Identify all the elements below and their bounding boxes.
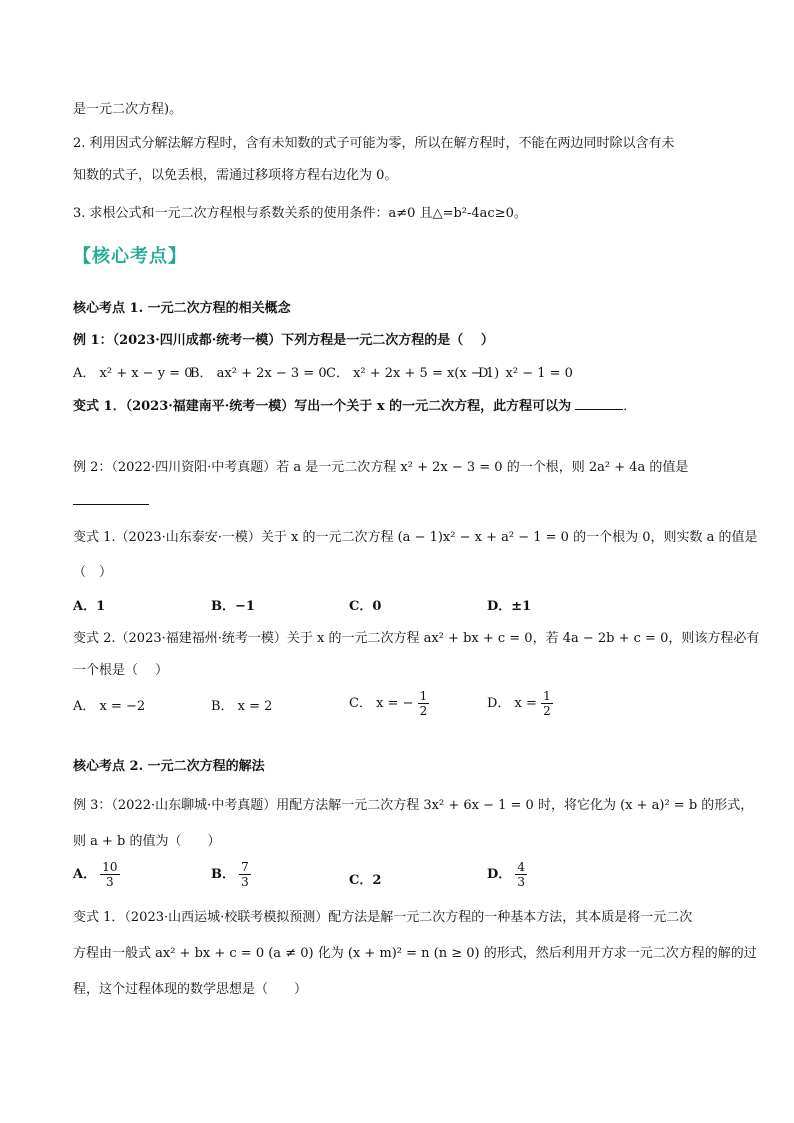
answer-blank [575, 397, 623, 410]
variant-3-line-1: 变式 1．（2023·山西运城·校联考模拟预测）配方法是解一元二次方程的一种基本方法，其本质是将一元二次 [73, 910, 693, 925]
variant-1b-option-a: A．1 [73, 599, 106, 614]
section-heading: 【核心考点】 [73, 246, 187, 267]
example-3-option-b: B． $\frac{7}{3}$ [211, 860, 249, 889]
variant-2-line-2: 一个根是（ ） [73, 663, 169, 678]
example-1-option-b: B． ax² + 2x − 3 = 0 [190, 366, 327, 381]
example-3-option-a: A． $\frac{10}{3}$ [73, 860, 118, 889]
variant-2-option-c [349, 689, 429, 718]
variant-2-option-d-label: D． x = [487, 696, 537, 711]
example-1-option-d: D． x² − 1 = 0 [478, 366, 573, 381]
variant-1b-option-b: B．−1 [211, 599, 255, 614]
answer-blank [73, 492, 149, 505]
example-3-line-2: 则 a + b 的值为（ ） [73, 834, 221, 849]
variant-1b-option-d: D．±1 [487, 599, 532, 614]
variant-2-option-b: B． x = 2 [211, 699, 273, 714]
paragraph-3: 3. 求根公式和一元二次方程根与系数关系的使用条件：a≠0 且△=b²-4ac≥0。 [73, 206, 527, 221]
fraction: $\frac{4}{3}$ [517, 860, 526, 889]
variant-2-option-a: A． x = −2 [73, 699, 146, 714]
core-point-1-title: 核心考点 1. 一元二次方程的相关概念 [73, 301, 291, 316]
variant-3-line-2: 方程由一般式 ax² + bx + c = 0 (a ≠ 0) 化为 (x + m)² = n (n ≥ 0) 的形式，然后利用开方求一元二次方程的解的过 [73, 946, 757, 961]
variant-3-line-3: 程，这个过程体现的数学思想是（ ） [73, 982, 308, 997]
example-3-option-d: D． $\frac{4}{3}$ [487, 860, 526, 889]
variant-1-stem: 变式 1．（2023·福建南平·统考一模）写出一个关于 x 的一元二次方程，此方程可以为 ． [73, 399, 637, 414]
paragraph-2-line-1: 2. 利用因式分解法解方程时，含有未知数的式子可能为零，所以在解方程时，不能在两边同时除以含有未 [73, 136, 675, 151]
fraction: $\frac{10}{3}$ [102, 860, 118, 889]
variant-2-option-d [487, 689, 553, 718]
variant-1b-line-1: 变式 1.（2023·山东泰安·一模）关于 x 的一元二次方程 (a − 1)x² − x + a² − 1 = 0 的一个根为 0，则实数 a 的值是 [73, 530, 758, 545]
core-point-2-title: 核心考点 2. 一元二次方程的解法 [73, 759, 265, 774]
example-3-line-1: 例 3：（2022·山东聊城·中考真题）用配方法解一元二次方程 3x² + 6x − 1 = 0 时，将它化为 (x + a)² = b 的形式， [73, 798, 754, 813]
example-3-option-c: C．2 [349, 873, 382, 888]
fraction: $\frac{7}{3}$ [241, 860, 249, 889]
fraction: $\frac{1}{2}$ [543, 689, 551, 718]
example-2-line-1: 例 2：（2022·四川资阳·中考真题）若 a 是一元二次方程 x² + 2x − 3 = 0 的一个根，则 2a² + 4a 的值是 [73, 460, 689, 475]
fraction: $\frac{1}{2}$ [419, 689, 428, 718]
variant-2-option-c-label: C． x = − [349, 696, 414, 711]
variant-1-stem-text: 变式 1．（2023·福建南平·统考一模）写出一个关于 x 的一元二次方程，此方程可以为 [73, 399, 572, 414]
variant-2-line-1: 变式 2.（2023·福建福州·统考一模）关于 x 的一元二次方程 ax² + bx + c = 0，若 4a − 2b + c = 0，则该方程必有 [73, 631, 760, 646]
paragraph-intro-end: 是一元二次方程)。 [73, 102, 183, 117]
variant-1b-option-c: C．0 [349, 599, 382, 614]
example-1-stem: 例 1：（2023·四川成都·统考一模）下列方程是一元二次方程的是（ ） [73, 333, 494, 348]
example-2-answer-blank-line [73, 492, 149, 511]
variant-1b-line-2: （ ） [73, 565, 113, 580]
example-1-option-a: A． x² + x − y = 0 [73, 366, 193, 381]
paragraph-2-line-2: 知数的式子，以免丢根，需通过移项将方程右边化为 0。 [73, 168, 398, 183]
example-1-option-c: C． x² + 2x + 5 = x(x − 1) [326, 366, 500, 381]
